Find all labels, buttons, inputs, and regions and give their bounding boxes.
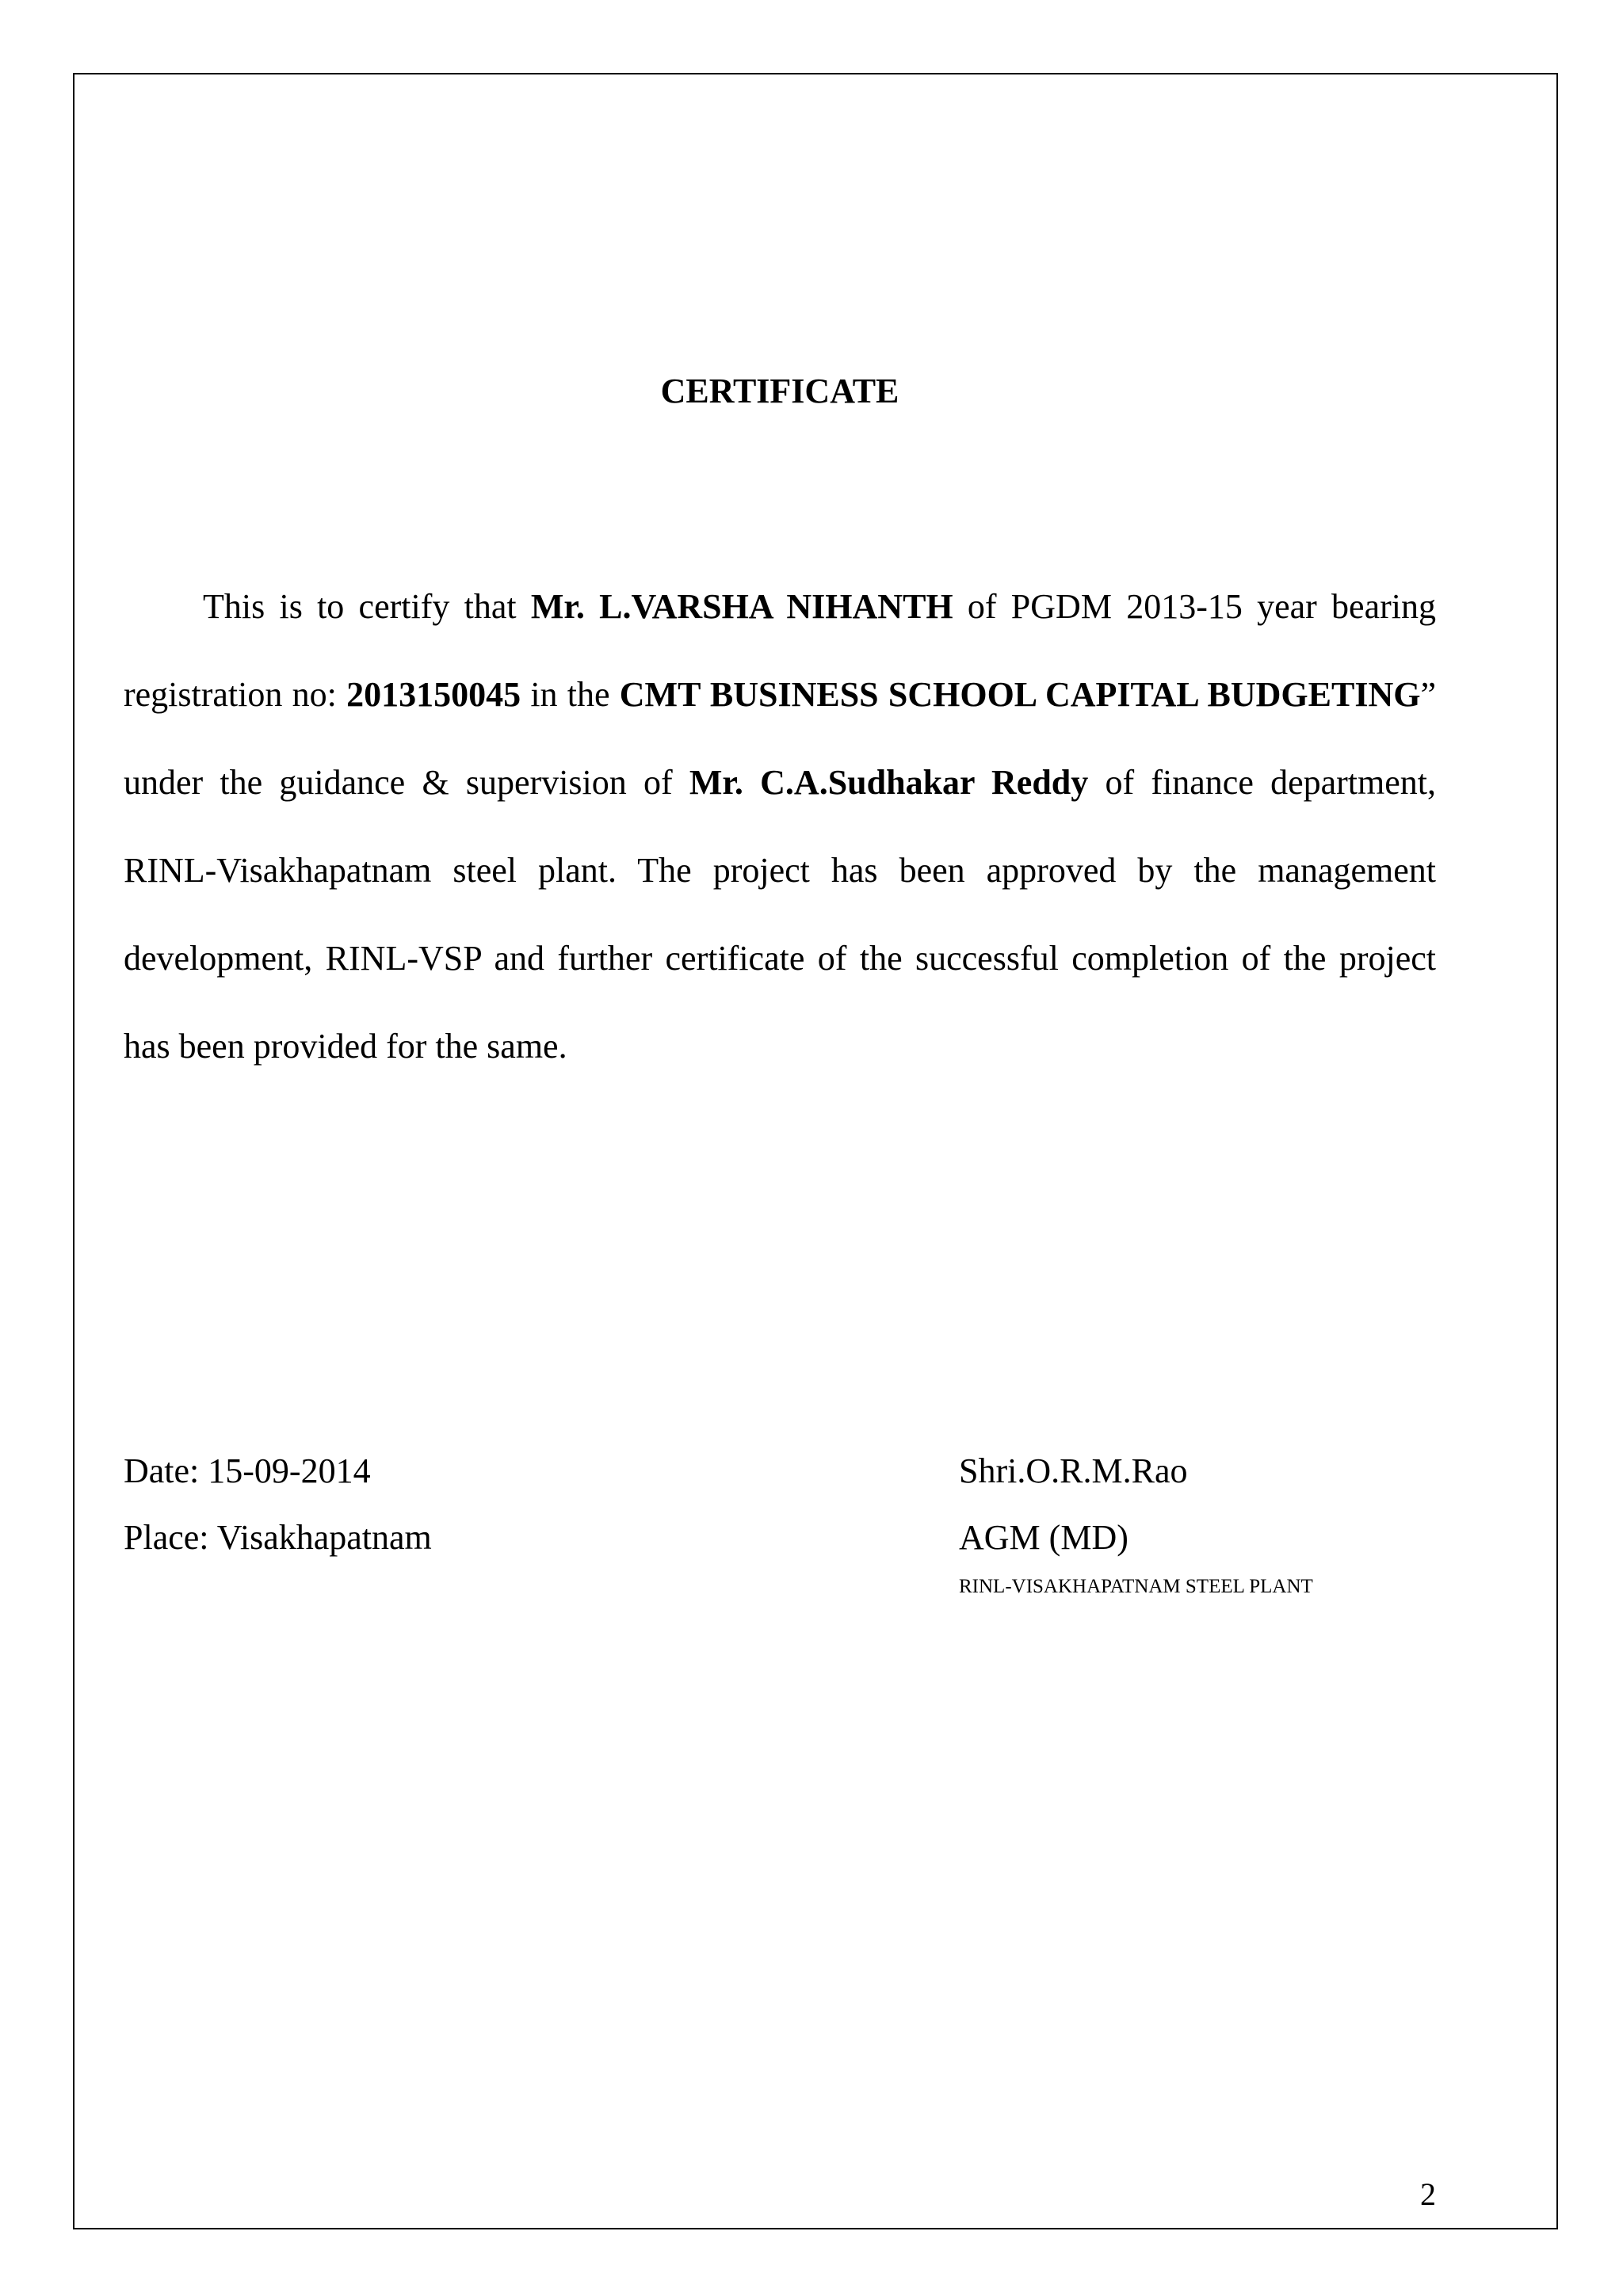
signatory-designation: AGM (MD) [959, 1518, 1128, 1557]
body-text-5: of finance department, RINL-Visakhapatnam steel plant. The project has been approved by the management development, RINL-VSP and further certificate of the successful completion of the project has been provided for the same. [124, 763, 1437, 1066]
date-place-block [124, 1438, 432, 1571]
certificate-title: CERTIFICATE [660, 372, 899, 410]
place-line: Place: Visakhapatnam [124, 1518, 432, 1557]
certificate-body [124, 563, 1436, 1090]
body-text-4: ” under the guidance & supervision of [124, 675, 1437, 802]
guide-name: Mr. C.A.Sudhakar Reddy [689, 763, 1089, 802]
body-text-3: in the [521, 675, 620, 714]
signatory-name: Shri.O.R.M.Rao [959, 1451, 1188, 1490]
date-line: Date: 15-09-2014 [124, 1451, 371, 1490]
registration-number: 2013150045 [346, 675, 521, 714]
body-text-1: This is to certify that [203, 587, 531, 626]
student-name: Mr. L.VARSHA NIHANTH [530, 587, 953, 626]
page-number: 2 [1420, 2176, 1436, 2212]
body-text-2: of PGDM 2013-15 year bearing registration no: [124, 587, 1436, 714]
signatory-block [959, 1438, 1313, 1603]
signatory-organization: RINL-VISAKHAPATNAM STEEL PLANT [959, 1576, 1313, 1597]
project-title: CMT BUSINESS SCHOOL CAPITAL BUDGETING [619, 675, 1421, 714]
